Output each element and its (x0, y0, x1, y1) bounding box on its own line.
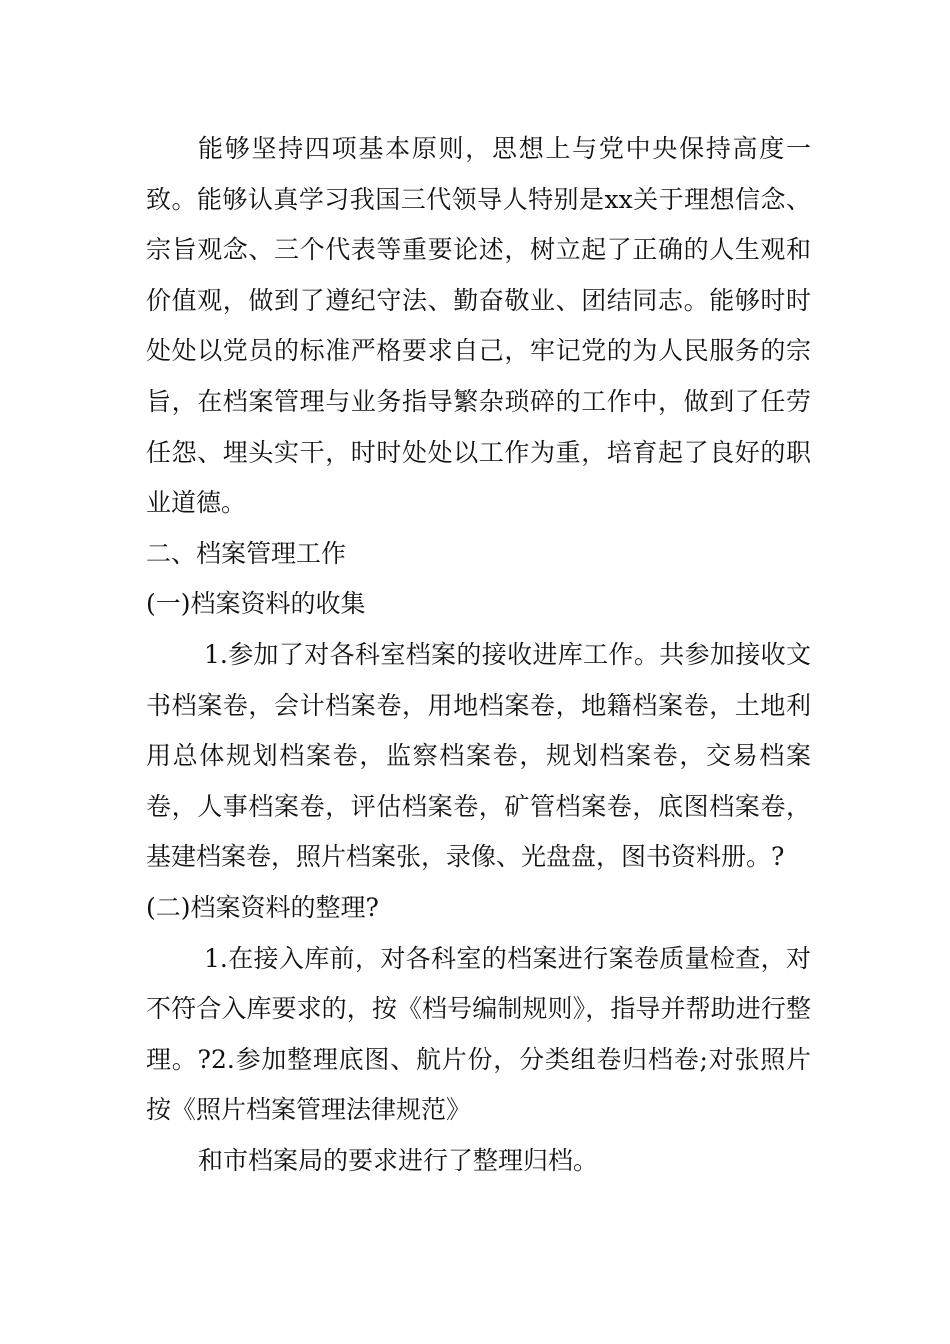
document-body (146, 124, 811, 1186)
section-heading-archive-management: 二、档案管理工作 (146, 538, 347, 568)
subheading-organization: (二)档案资料的整理? (146, 892, 379, 922)
paragraph-collection-details: 1.参加了对各科室档案的接收进库工作。共参加接收文书档案卷，会计档案卷，用地档案卷，地籍档案卷，土地利用总体规划档案卷，监察档案卷，规划档案卷，交易档案卷，人事档案卷，评估档案卷，矿管档案卷，底图档案卷，基建档案卷，照片档案张，录像、光盘盘，图书资料册。? (146, 639, 811, 872)
paragraph-organization-details: 1.在接入库前，对各科室的档案进行案卷质量检查，对不符合入库要求的，按《档号编制规则》，指导并帮助进行整理。?2.参加整理底图、航片份，分类组卷归档卷;对张照片按《照片档案管理法律规范》 (146, 943, 811, 1125)
subheading-collection: (一)档案资料的收集 (146, 589, 366, 619)
paragraph-political-stance: 能够坚持四项基本原则，思想上与党中央保持高度一致。能够认真学习我国三代领导人特别是xx关于理想信念、宗旨观念、三个代表等重要论述，树立起了正确的人生观和价值观，做到了遵纪守法、勤奋敬业、团结同志。能够时时处处以党员的标准严格要求自己，牢记党的为人民服务的宗旨，在档案管理与业务指导繁杂琐碎的工作中，做到了任劳任怨、埋头实干，时时处处以工作为重，培育起了良好的职业道德。 (146, 134, 811, 518)
paragraph-organization-closing: 和市档案局的要求进行了整理归档。 (198, 1145, 599, 1175)
